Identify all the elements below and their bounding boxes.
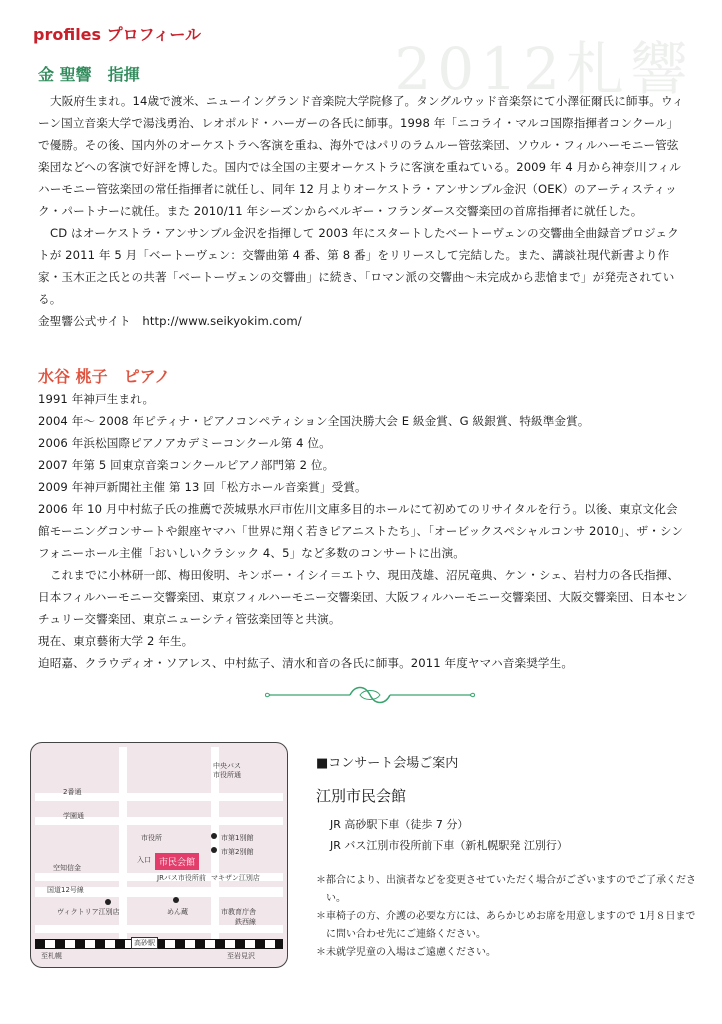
map-label-victoria: ヴィクトリア江別店 — [57, 908, 120, 916]
map-label-city-hall: 市役所 — [141, 834, 162, 842]
venue-heading: ■コンサート会場ご案内 — [316, 756, 459, 771]
venue-name: 江別市民会館 — [316, 787, 407, 805]
map-label-route12: 国道12号線 — [47, 886, 84, 894]
map-label-entrance: 入口 — [137, 856, 151, 864]
access-line: JR バス江別市役所前下車（新札幌駅発 江別行） — [330, 839, 568, 852]
artist2-bio-line: 2004 年〜 2008 年ピティナ・ピアノコンペティション全国決勝大会 E 級金賞、G 級銀賞、特級準金賞。 — [38, 414, 590, 428]
map-label-annex1: 市第1別館 — [221, 834, 254, 842]
map-label-2ban: 2番通 — [63, 788, 82, 796]
note-line: ＊都合により、出演者などを変更させていただく場合がございますのでご了承ください。 — [316, 875, 696, 904]
map-label-menzo: めん蔵 — [167, 908, 188, 916]
artist2-bio — [38, 388, 688, 674]
map-label-gakuen: 学園通 — [63, 812, 84, 820]
map-label-education: 市教育庁舎 — [221, 908, 256, 916]
artist1-bio-paragraph: CD はオーケストラ・アンサンブル金沢を指揮して 2003 年にスタートしたベートーヴェンの交響曲全曲録音プロジェクトが 2011 年 5 月「ベートーヴェン：交響曲第 4 番、第 8 番」をリリースして完結した。また、講談社現代新書より作家・玉木正之氏との共著「ベートーヴェンの交響曲」に続き、「ロマン派の交響曲〜未完成から悲愴まで」が発売されている。 — [38, 226, 679, 306]
venue-map — [30, 742, 288, 968]
venue-access — [330, 814, 696, 856]
map-label-to-sapporo: 至札幌 — [41, 952, 62, 960]
map-label-station: 高砂駅 — [131, 937, 158, 949]
access-line: JR 高砂駅下車（徒歩 7 分） — [330, 818, 469, 831]
map-label-city-office: 市役所通 — [213, 771, 241, 779]
map-dot-annex2 — [211, 847, 217, 853]
map-label-bus-stop: JRバス市役所前 — [157, 874, 206, 882]
railway-track — [35, 939, 283, 949]
map-label-annex2: 市第2別館 — [221, 848, 254, 856]
map-label-railway: 鉄西線 — [235, 918, 256, 926]
artist2-bio-line: 2006 年 10 月中村紘子氏の推薦で茨城県水戸市佐川文庫多目的ホールにて初めてのリサイタルを行う。以後、東京文化会館モーニングコンサートや銀座ヤマハ「世界に翔く若きピアニストたち」、「オービックスペシャルコンサ 2010」、ザ・シンフォニーホール主催「おいしいクラシック 4、5」など多数のコンサートに出演。 — [38, 502, 684, 560]
venue-info — [316, 752, 696, 962]
map-label-to-iwamizawa: 至岩見沢 — [227, 952, 255, 960]
section-title: profiles プロフィール — [33, 25, 202, 44]
artist1-bio-paragraph: 大阪府生まれ。14歳で渡米、ニューイングランド音楽院大学院修了。タングルウッド音楽祭にて小澤征爾氏に師事。ウィーン国立音楽大学で湯浅勇治、レオポルド・ハーガーの各氏に師事。1998 年「ニコライ・マルコ国際指揮者コンクール」で優勝。その後、国内外のオーケストラへ客演を重ね、海外ではパリのラムルー管弦楽団、ソウル・フィルハーモニー管弦楽団などへの客演で好評を博した。国内では全国の主要オーケストラに客演を重ねている。2009 年 4 月から神奈川フィルハーモニー管弦楽団の常任指揮者に就任し、同年 12 月よりオーケストラ・アンサンブル金沢（OEK）のアーティスティック・パートナーに就任。また 2010/11 年シーズンからベルギー・フランダース交響楽団の首席指揮者に就任した。 — [38, 94, 684, 218]
background-title: 2012札響 — [394, 35, 694, 103]
artist2-name: 水谷 桃子 ピアノ — [38, 367, 171, 386]
artist2-bio-line: 2006 年浜松国際ピアノアカデミーコンクール第 4 位。 — [38, 436, 331, 450]
map-label-kusakawa: 空知信金 — [53, 864, 81, 872]
artist2-bio-line: 迫昭嘉、クラウディオ・ソアレス、中村紘子、清水和音の各氏に師事。2011 年度ヤマハ音楽奨学生。 — [38, 656, 574, 670]
map-dot-menzo — [173, 897, 179, 903]
note-line: ＊車椅子の方、介護の必要な方には、あらかじめお席を用意しますので 1月８日までに問い合わせ先にご連絡ください。 — [316, 911, 696, 940]
artist1-bio — [38, 90, 688, 332]
map-label-makisan: マキザン江別店 — [211, 874, 260, 882]
artist1-name: 金 聖響 指揮 — [38, 65, 140, 84]
note-line: ＊未就学児童の入場はご遠慮ください。 — [316, 947, 496, 958]
ornament-divider — [260, 680, 480, 710]
venue-notes — [316, 872, 696, 962]
map-dot-annex1 — [211, 833, 217, 839]
road-vertical-1 — [119, 747, 127, 947]
artist2-bio-line: 1991 年神戸生まれ。 — [38, 392, 155, 406]
artist2-bio-line: 現在、東京藝術大学 2 年生。 — [38, 634, 194, 648]
map-dot-victoria — [105, 899, 111, 905]
artist2-bio-line: 2007 年第 5 回東京音楽コンクールピアノ部門第 2 位。 — [38, 458, 335, 472]
artist2-bio-line: 2009 年神戸新聞社主催 第 13 回「松方ホール音楽賞」受賞。 — [38, 480, 367, 494]
map-label-bus-center: 中央バス — [213, 762, 241, 770]
artist2-bio-line: これまでに小林研一郎、梅田俊明、キンボー・イシイ＝エトウ、現田茂雄、沼尻竜典、ケン・シェ、岩村力の各氏指揮、日本フィルハーモニー交響楽団、東京フィルハーモニー交響楽団、大阪フィルハーモニー交響楽団、大阪交響楽団、日本センチュリー交響楽団、東京ニューシティ管弦楽団等と共演。 — [38, 568, 688, 626]
artist1-website: 金聖響公式サイト http://www.seikyokim.com/ — [38, 314, 302, 328]
map-hall-marker: 市民会館 — [155, 853, 199, 870]
